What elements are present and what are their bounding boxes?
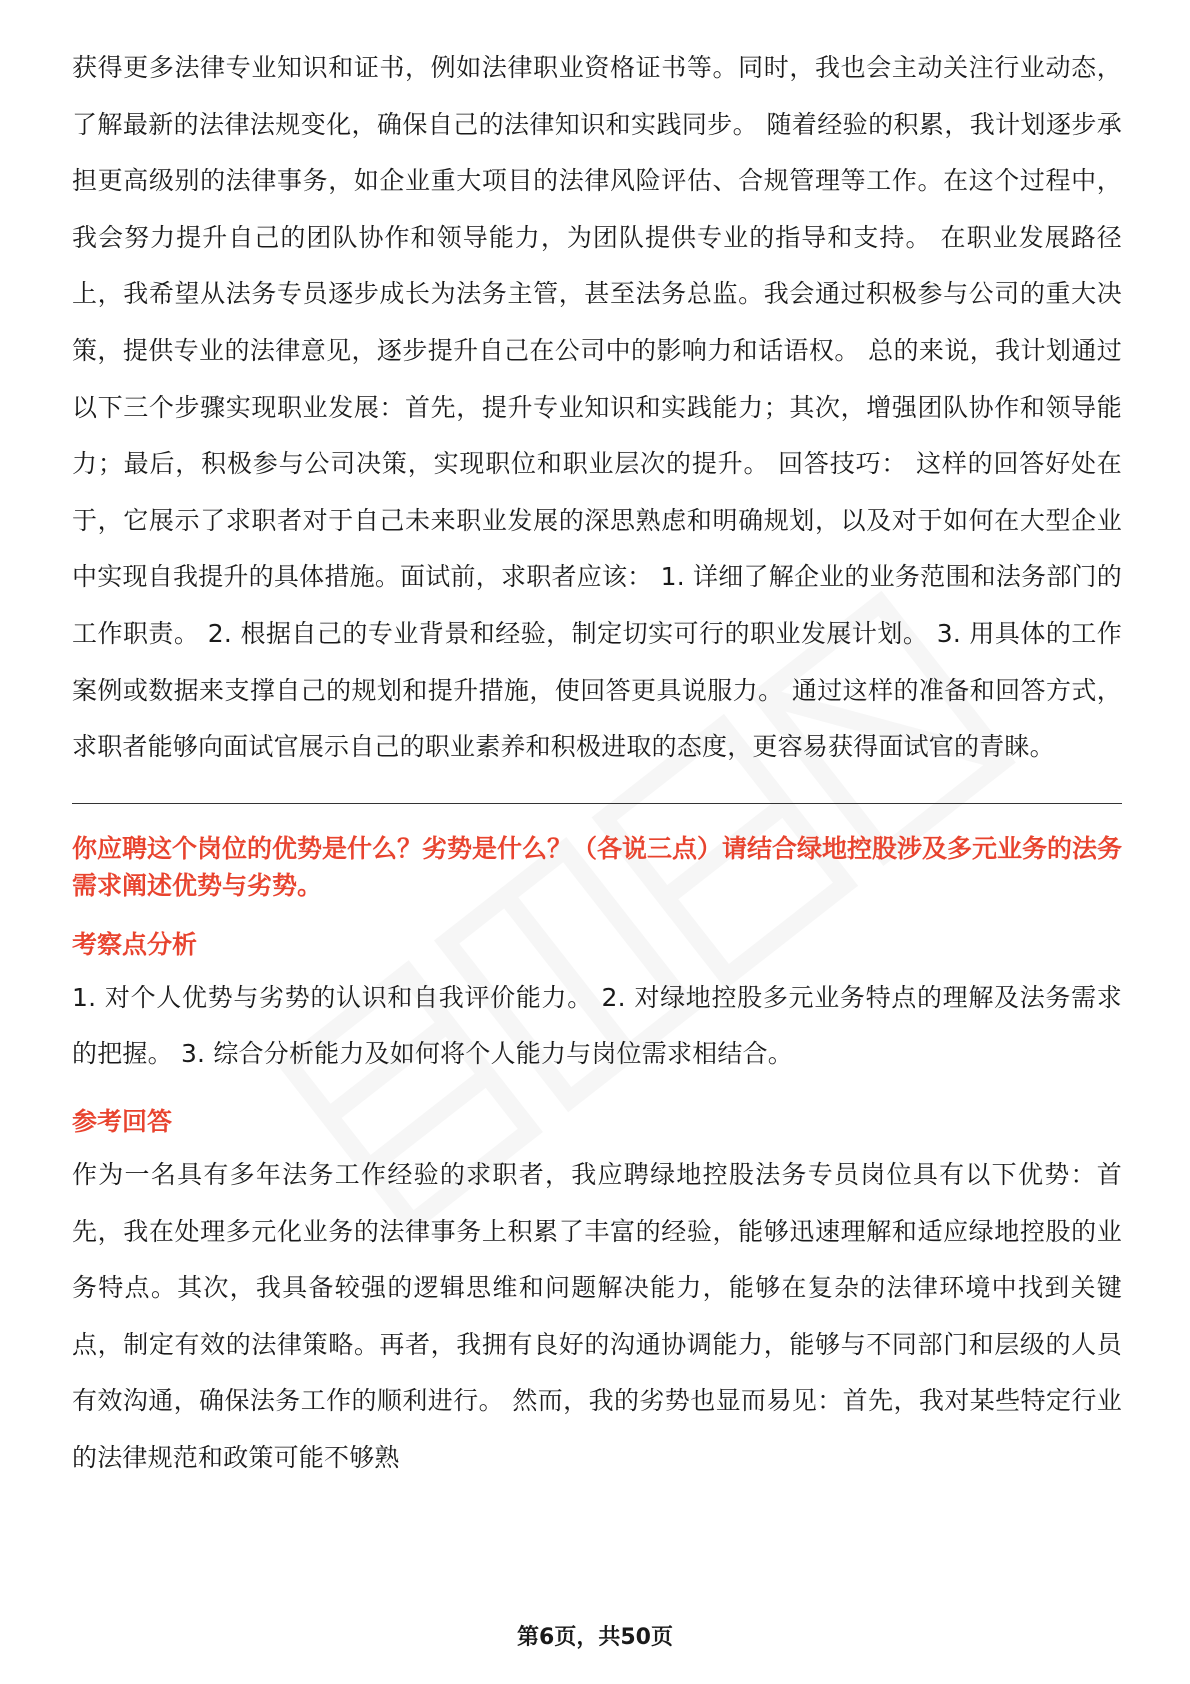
reference-answer-body: 作为一名具有多年法务工作经验的求职者，我应聘绿地控股法务专员岗位具有以下优势：首先，我在处理多元化业务的法律事务上积累了丰富的经验，能够迅速理解和适应绿地控股的业务特点。其次，我具备较强的逻辑思维和问题解决能力，能够在复杂的法律环境中找到关键点，制定有效的法律策略。再者，我拥有良好的沟通协调能力，能够与不同部门和层级的人员有效沟通，确保法务工作的顺利进行。 然而，我的劣势也显而易见：首先，我对某些特定行业的法律规范和政策可能不够熟 xyxy=(72,1159,1122,1472)
analysis-body: 1. 对个人优势与劣势的认识和自我评价能力。 2. 对绿地控股多元业务特点的理解及法务需求的把握。 3. 综合分析能力及如何将个人能力与岗位需求相结合。 xyxy=(72,982,1122,1069)
content-area xyxy=(72,40,1122,1486)
section-divider xyxy=(72,803,1122,804)
page-number: 第6页，共50页 xyxy=(517,1625,673,1650)
interview-question: 你应聘这个岗位的优势是什么？劣势是什么？（各说三点）请结合绿地控股涉及多元业务的法务需求阐述优势与劣势。 xyxy=(72,833,1123,900)
continuation-paragraph: 获得更多法律专业知识和证书，例如法律职业资格证书等。同时，我也会主动关注行业动态，了解最新的法律法规变化，确保自己的法律知识和实践同步。 随着经验的积累，我计划逐步承担更高级别的法律事务，如企业重大项目的法律风险评估、合规管理等工作。在这个过程中，我会努力提升自己的团队协作和领导能力，为团队提供专业的指导和支持。 在职业发展路径上，我希望从法务专员逐步成长为法务主管，甚至法务总监。我会通过积极参与公司的重大决策，提供专业的法律意见，逐步提升自己在公司中的影响力和话语权。 总的来说，我计划通过以下三个步骤实现职业发展：首先，提升专业知识和实践能力；其次，增强团队协作和领导能力；最后，积极参与公司决策，实现职位和职业层次的提升。 回答技巧： 这样的回答好处在于，它展示了求职者对于自己未来职业发展的深思熟虑和明确规划，以及对于如何在大型企业中实现自我提升的具体措施。面试前，求职者应该： 1. 详细了解企业的业务范围和法务部门的工作职责。 2. 根据自己的专业背景和经验，制定切实可行的职业发展计划。 3. 用具体的工作案例或数据来支撑自己的规划和提升措施，使回答更具说服力。 通过这样的准备和回答方式，求职者能够向面试官展示自己的职业素养和积极进取的态度，更容易获得面试官的青睐。 xyxy=(72,53,1122,762)
reference-answer-title: 参考回答 xyxy=(72,1106,173,1136)
analysis-title: 考察点分析 xyxy=(72,929,198,959)
